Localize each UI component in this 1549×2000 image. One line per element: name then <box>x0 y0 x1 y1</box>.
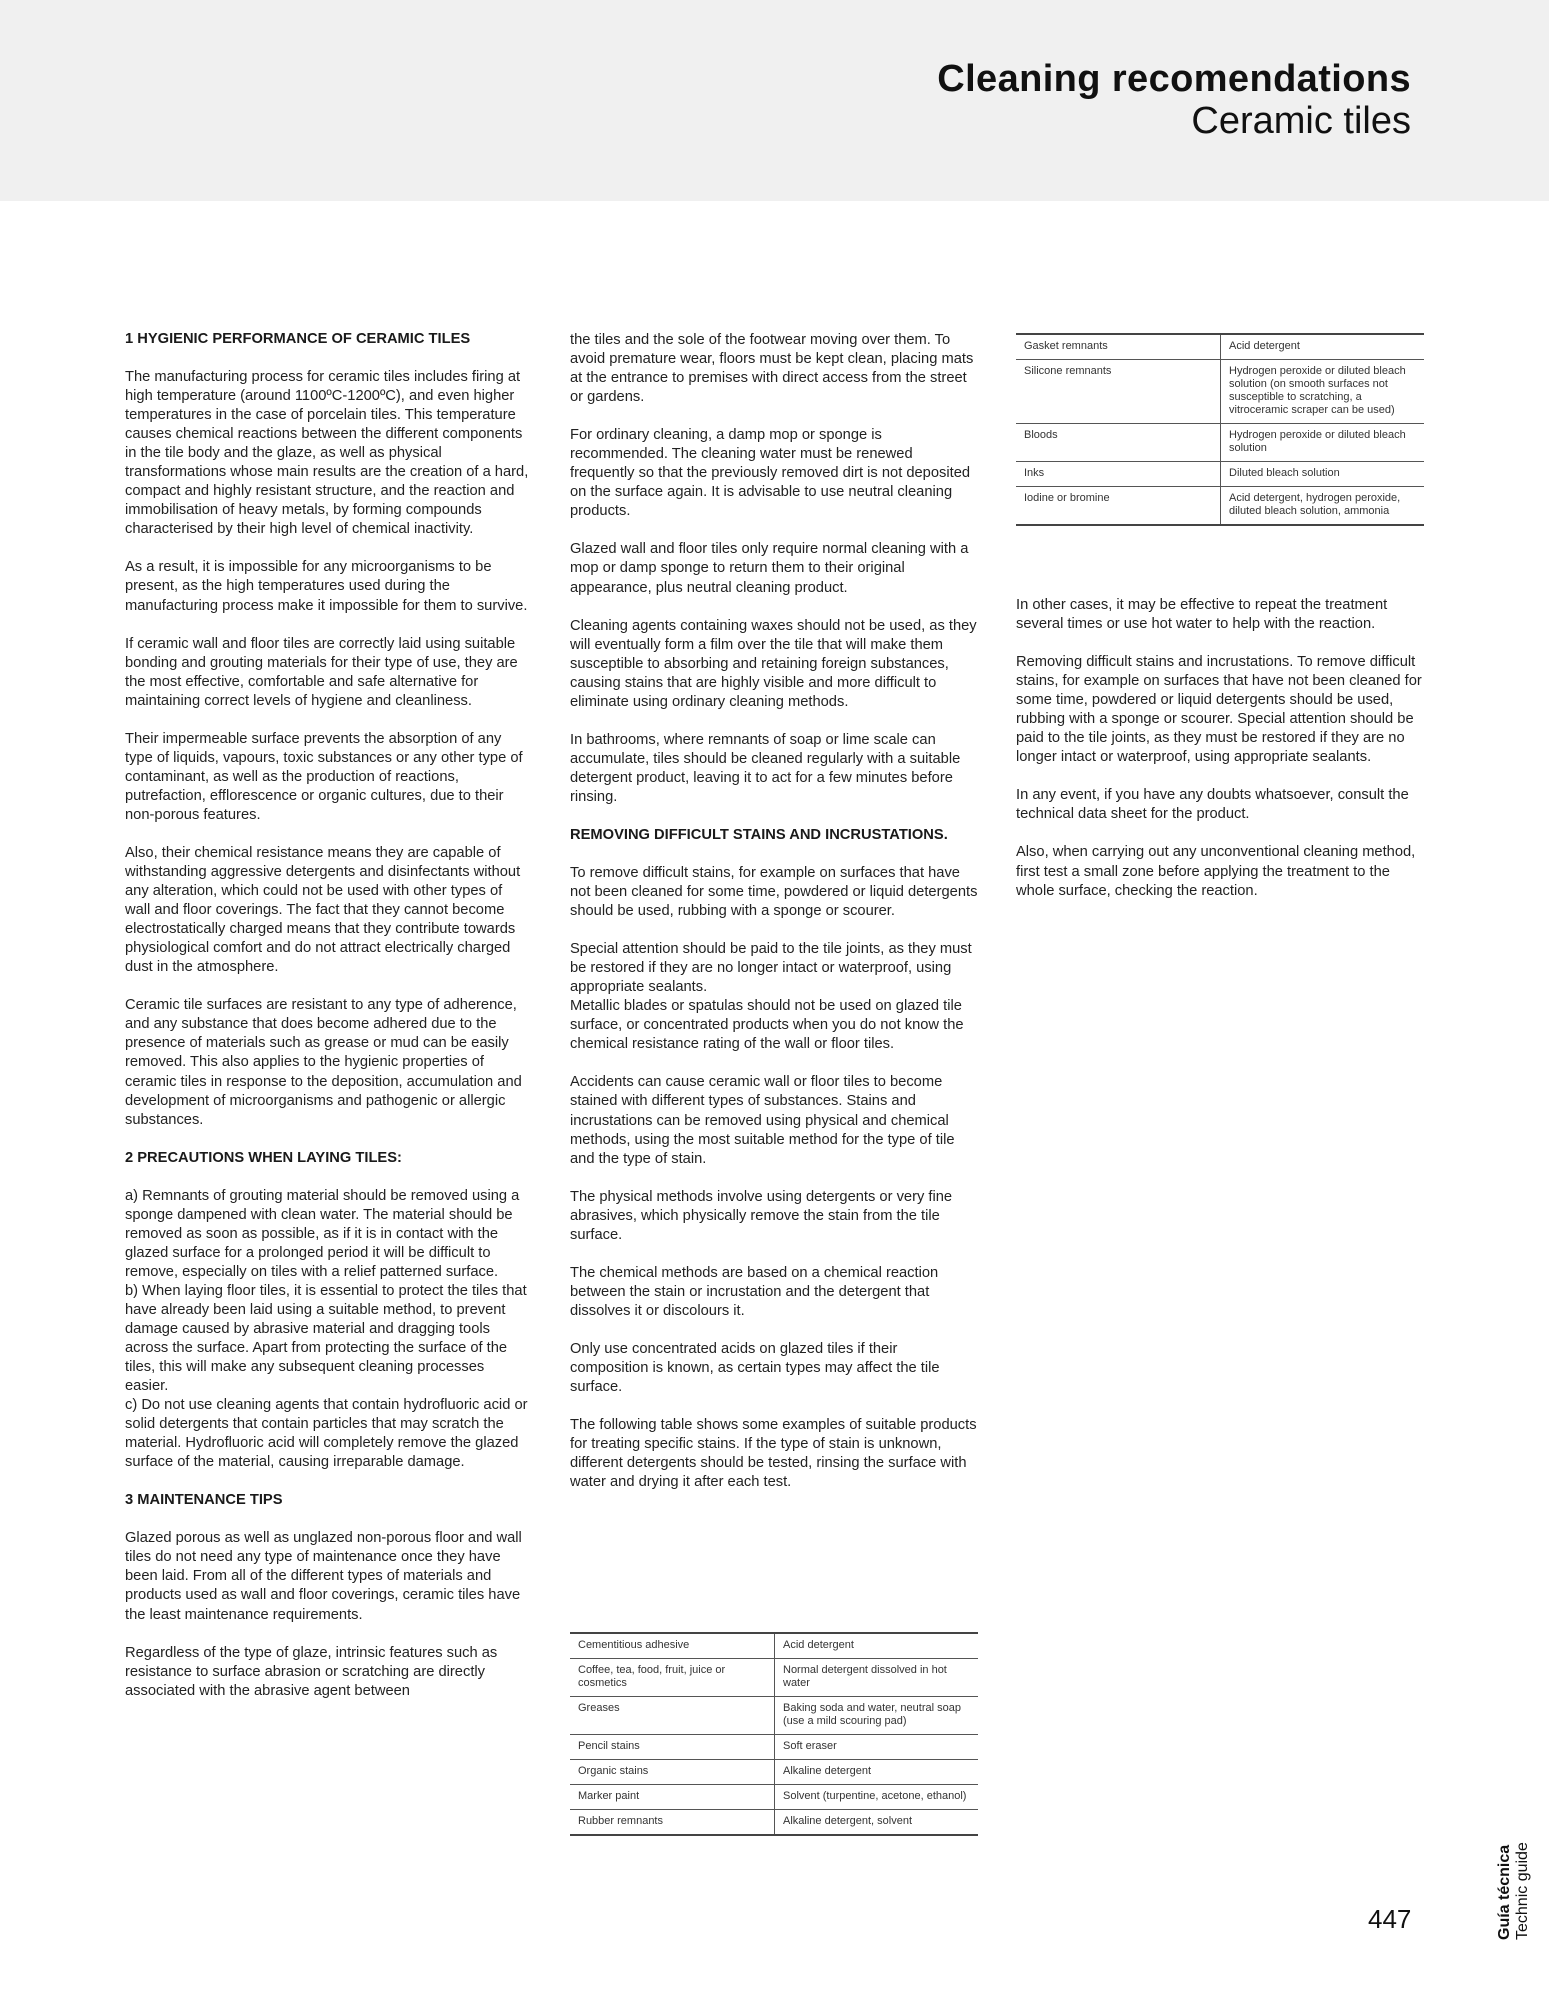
table-cell-stain: Silicone remnants <box>1016 360 1221 424</box>
paragraph: Also, when carrying out any unconventional cleaning method, first test a small zone before applying the treatment to the whole surface, checking the reaction. <box>1016 844 1416 899</box>
table-cell-product: Acid detergent <box>775 1633 979 1659</box>
table-cell-stain: Rubber remnants <box>570 1810 775 1836</box>
section-heading-hygienic: 1 HYGIENIC PERFORMANCE OF CERAMIC TILES <box>125 331 471 347</box>
side-label <box>1496 1842 1532 1940</box>
table-row <box>570 1785 978 1810</box>
table-cell-stain: Iodine or bromine <box>1016 487 1221 526</box>
page-title: Cleaning recomendations <box>937 58 1411 100</box>
precaution-c: c) Do not use cleaning agents that contain hydrofluoric acid or solid detergents that contain particles that may scratch the material. Hydrofluoric acid will completely remove the glazed surface of the material, causing irreparable damage. <box>125 1397 528 1471</box>
table-row <box>1016 360 1424 424</box>
page-header <box>0 0 1549 201</box>
table-cell-stain: Coffee, tea, food, fruit, juice or cosmetics <box>570 1659 775 1697</box>
paragraph-precautions <box>125 1187 530 1473</box>
stain-products-table-1 <box>570 1632 978 1836</box>
table-row <box>1016 462 1424 487</box>
table-row <box>570 1735 978 1760</box>
side-label-english: Technic guide <box>1514 1842 1531 1940</box>
column-1 <box>125 330 530 1720</box>
side-label-spanish: Guía técnica <box>1496 1844 1513 1940</box>
table-cell-stain: Greases <box>570 1697 775 1735</box>
table-cell-product: Soft eraser <box>775 1735 979 1760</box>
blades-text: Metallic blades or spatulas should not be used on glazed tile surface, or concentrated products when you do not know the chemical resistance rating of the wall or floor tiles. <box>570 998 964 1053</box>
paragraph: The chemical methods are based on a chemical reaction between the stain or incrustation and the detergent that dissolves it or discolours it. <box>570 1264 939 1319</box>
paragraph: the tiles and the sole of the footwear moving over them. To avoid premature wear, floors must be kept clean, placing mats at the entrance to premises with direct access from the street or gardens. <box>570 332 974 406</box>
table-cell-product: Hydrogen peroxide or diluted bleach solution (on smooth surfaces not susceptible to scratching, a vitroceramic scraper can be used) <box>1221 360 1425 424</box>
joints-text: Special attention should be paid to the tile joints, as they must be restored if they are no longer intact or waterproof, using appropriate sealants. <box>570 941 972 996</box>
page-subtitle: Ceramic tiles <box>1191 100 1411 142</box>
paragraph: Removing difficult stains and incrustations. To remove difficult stains, for example on surfaces that have not been cleaned for some time, powdered or liquid detergents should be used, rubbing with a sponge or scourer. Special attention should be paid to the tile joints, as they must be restored if they are no longer intact or waterproof, using appropriate sealants. <box>1016 654 1422 766</box>
section-heading-stains: REMOVING DIFFICULT STAINS AND INCRUSTATIONS. <box>570 826 948 843</box>
table-cell-product: Alkaline detergent <box>775 1760 979 1785</box>
paragraph: Only use concentrated acids on glazed tiles if their composition is known, as certain types may affect the tile surface. <box>570 1340 940 1396</box>
paragraph: Regardless of the type of glaze, intrinsic features such as resistance to surface abrasion or scratching are directly associated with the abrasive agent between <box>125 1644 498 1699</box>
paragraph: If ceramic wall and floor tiles are correctly laid using suitable bonding and grouting materials for their type of use, they are the most effective, comfortable and safe alternative for maintaining correct levels of hygiene and cleanliness. <box>125 635 518 709</box>
table-cell-product: Hydrogen peroxide or diluted bleach solution <box>1221 424 1425 462</box>
table-row <box>570 1810 978 1836</box>
table-row <box>570 1760 978 1785</box>
table-cell-product: Solvent (turpentine, acetone, ethanol) <box>775 1785 979 1810</box>
paragraph: Also, their chemical resistance means they are capable of withstanding aggressive detergents and disinfectants without any alteration, which could not be used with other types of wall and floor coverings. The fact that they cannot become electrostatically charged means that they contribute towards physiological comfort and do not attract electrically charged dust in the atmosphere. <box>125 844 521 976</box>
paragraph: Their impermeable surface prevents the absorption of any type of liquids, vapours, toxic substances or any other type of contaminant, as well as the production of reactions, putrefaction, efflorescence or organic cultures, due to their non-porous features. <box>125 730 523 823</box>
page-number: 447 <box>1368 1904 1412 1934</box>
table-cell-stain: Cementitious adhesive <box>570 1633 775 1659</box>
table-cell-stain: Organic stains <box>570 1760 775 1785</box>
column-2 <box>570 331 978 1511</box>
table-row <box>570 1633 978 1659</box>
paragraph: Ceramic tile surfaces are resistant to any type of adherence, and any substance that does become adhered due to the presence of materials such as grease or mud can be easily removed. This also applies to the hygienic properties of ceramic tiles in response to the deposition, accumulation and development of microorganisms and pathogenic or allergic substances. <box>125 997 522 1128</box>
paragraph: Glazed wall and floor tiles only require normal cleaning with a mop or damp sponge to return them to their original appearance, plus neutral cleaning product. <box>570 541 969 596</box>
paragraph: The physical methods involve using detergents or very fine abrasives, which physically remove the stain from the tile surface. <box>570 1188 953 1243</box>
table-row <box>570 1697 978 1735</box>
paragraph: To remove difficult stains, for example on surfaces that have not been cleaned for some time, powdered or liquid detergents should be used, rubbing with a sponge or scourer. <box>570 864 978 920</box>
paragraph: Cleaning agents containing waxes should not be used, as they will eventually form a film over the tile that will make them susceptible to absorbing and retaining foreign substances, causing stains that are highly visible and more difficult to eliminate using ordinary cleaning methods. <box>570 617 977 710</box>
paragraph: Glazed porous as well as unglazed non-porous floor and wall tiles do not need any type of maintenance once they have been laid. From all of the different types of materials and products used as wall and floor coverings, ceramic tiles have the least maintenance requirements. <box>125 1530 522 1623</box>
paragraph: The manufacturing process for ceramic tiles includes firing at high temperature (around 1100ºC-1200ºC), and even higher temperatures in the case of porcelain tiles. This temperature causes chemical reactions between the different components in the tile body and the glaze, as well as physical transformations whose main results are the creation of a hard, compact and highly resistant structure, and the reaction and immobilisation of heavy metals, by forming compounds characterised by their high level of chemical inactivity. <box>125 369 529 538</box>
paragraph: As a result, it is impossible for any microorganisms to be present, as the high temperatures used during the manufacturing process make it impossible for them to survive. <box>125 559 528 614</box>
section-heading-precautions: 2 PRECAUTIONS WHEN LAYING TILES: <box>125 1149 402 1166</box>
paragraph: The following table shows some examples of suitable products for treating specific stains. If the type of stain is unknown, different detergents should be tested, rinsing the surface with water and drying it after each test. <box>570 1417 977 1491</box>
stain-products-table-2 <box>1016 333 1424 526</box>
table-cell-stain: Gasket remnants <box>1016 334 1221 360</box>
table-cell-product: Baking soda and water, neutral soap (use a mild scouring pad) <box>775 1697 979 1735</box>
paragraph: Accidents can cause ceramic wall or floor tiles to become stained with different types of substances. Stains and incrustations can be removed using physical and chemical methods, using the most suitable method for the type of tile and the type of stain. <box>570 1074 955 1167</box>
column-3 <box>1016 596 1424 920</box>
table-row <box>1016 424 1424 462</box>
table-cell-stain: Pencil stains <box>570 1735 775 1760</box>
paragraph: In bathrooms, where remnants of soap or lime scale can accumulate, tiles should be cleaned regularly with a suitable detergent product, leaving it to act for a few minutes before rinsing. <box>570 731 961 805</box>
paragraph: For ordinary cleaning, a damp mop or sponge is recommended. The cleaning water must be renewed frequently so that the previously removed dirt is not deposited on the surface again. It is advisable to use neutral cleaning products. <box>570 427 971 520</box>
table-cell-product: Acid detergent <box>1221 334 1425 360</box>
table-row <box>1016 487 1424 526</box>
table-row <box>1016 334 1424 360</box>
table-cell-product: Normal detergent dissolved in hot water <box>775 1659 979 1697</box>
paragraph-joints <box>570 940 978 1054</box>
table-row <box>570 1659 978 1697</box>
precaution-a: a) Remnants of grouting material should be removed using a sponge dampened with clean water. The material should be removed as soon as possible, as if it is in contact with the glazed surface for a prolonged period it will be difficult to remove, especially on tiles with a relief patterned surface. <box>125 1187 520 1280</box>
table-cell-product: Alkaline detergent, solvent <box>775 1810 979 1836</box>
paragraph: In other cases, it may be effective to repeat the treatment several times or use hot water to help with the reaction. <box>1016 597 1388 633</box>
paragraph: In any event, if you have any doubts whatsoever, consult the technical data sheet for the product. <box>1016 787 1409 823</box>
table-cell-stain: Inks <box>1016 462 1221 487</box>
precaution-b: b) When laying floor tiles, it is essential to protect the tiles that have already been laid using a suitable method, to prevent damage caused by abrasive material and dragging tools across the surface. Apart from protecting the surface of the tiles, this will make any subsequent cleaning processes easier. <box>125 1282 527 1395</box>
table-cell-product: Acid detergent, hydrogen peroxide, diluted bleach solution, ammonia <box>1221 487 1425 526</box>
table-cell-stain: Marker paint <box>570 1785 775 1810</box>
section-heading-maintenance: 3 MAINTENANCE TIPS <box>125 1492 283 1509</box>
table-cell-stain: Bloods <box>1016 424 1221 462</box>
table-cell-product: Diluted bleach solution <box>1221 462 1425 487</box>
